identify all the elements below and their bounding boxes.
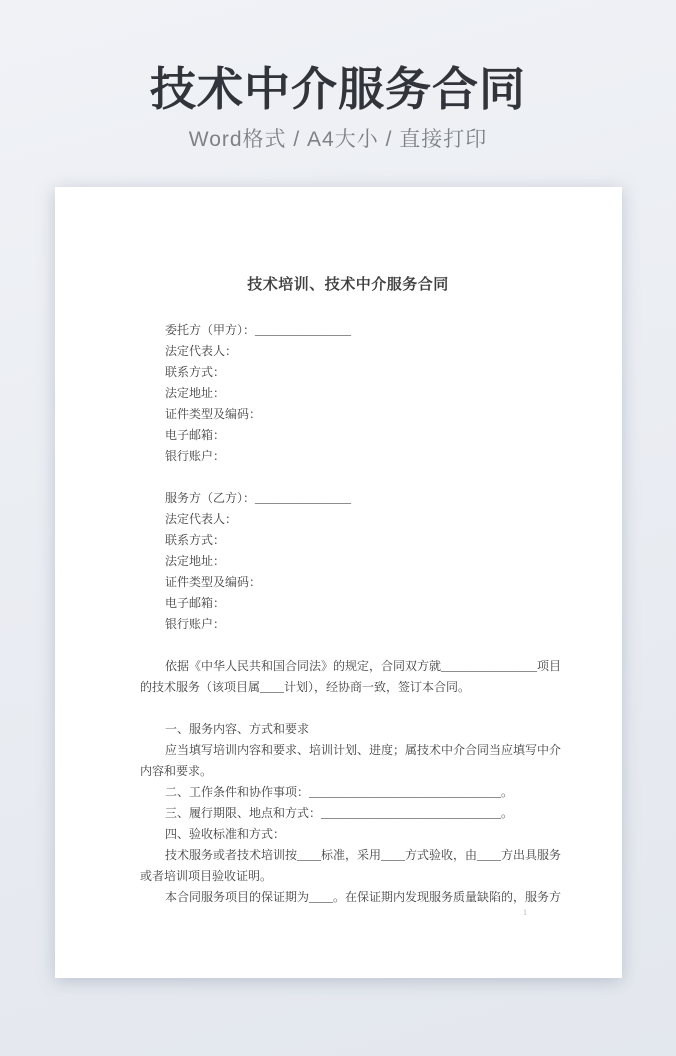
doc-line: 法定地址： [165,386,226,400]
doc-line: 一、服务内容、方式和要求 [165,722,310,736]
contract-body [140,320,562,908]
doc-line: 电子邮箱： [165,428,226,442]
page-title: 技术中介服务合同 [150,63,526,115]
doc-line [140,467,556,488]
doc-line: 本合同服务项目的保证期为____。在保证期内发现服务质量缺陷的，服务方 [165,890,562,904]
doc-line: 二、工作条件和协作事项：________________________________。 [165,785,514,799]
doc-line: 的技术服务（该项目属____计划），经协商一致，签订本合同。 [140,680,471,694]
document-content [140,275,562,978]
page-number-mark: 1 [523,908,527,917]
doc-line: 依据《中华人民共和国合同法》的规定，合同双方就________________项目 [165,659,562,673]
contract-title: 技术培训、技术中介服务合同 [247,277,449,293]
doc-line: 银行账户： [165,449,226,463]
doc-line: 三、履行期限、地点和方式：______________________________。 [165,806,514,820]
doc-line: 银行账户： [165,617,226,631]
document-page [55,187,622,978]
doc-line: 委托方（甲方）：________________ [165,323,352,337]
doc-line: 应当填写培训内容和要求、培训计划、进度；属技术中介合同当应填写中介 [165,743,562,757]
doc-line: 证件类型及编码： [165,407,262,421]
doc-line: 内容和要求。 [140,764,213,778]
doc-line: 法定代表人： [165,512,238,526]
doc-line: 联系方式： [165,365,226,379]
doc-line: 法定地址： [165,554,226,568]
doc-line: 四、验收标准和方式： [165,827,286,841]
format-subtitle: Word格式 / A4大小 / 直接打印 [188,128,488,151]
doc-line: 证件类型及编码： [165,575,262,589]
doc-line: 联系方式： [165,533,226,547]
doc-line [140,635,556,656]
doc-line [140,698,556,719]
doc-line: 技术服务或者技术培训按____标准，采用____方式验收，由____方出具服务 [165,848,562,862]
doc-line: 电子邮箱： [165,596,226,610]
doc-line: 服务方（乙方）：________________ [165,491,352,505]
doc-line: 或者培训项目验收证明。 [140,869,273,883]
doc-line: 法定代表人： [165,344,238,358]
